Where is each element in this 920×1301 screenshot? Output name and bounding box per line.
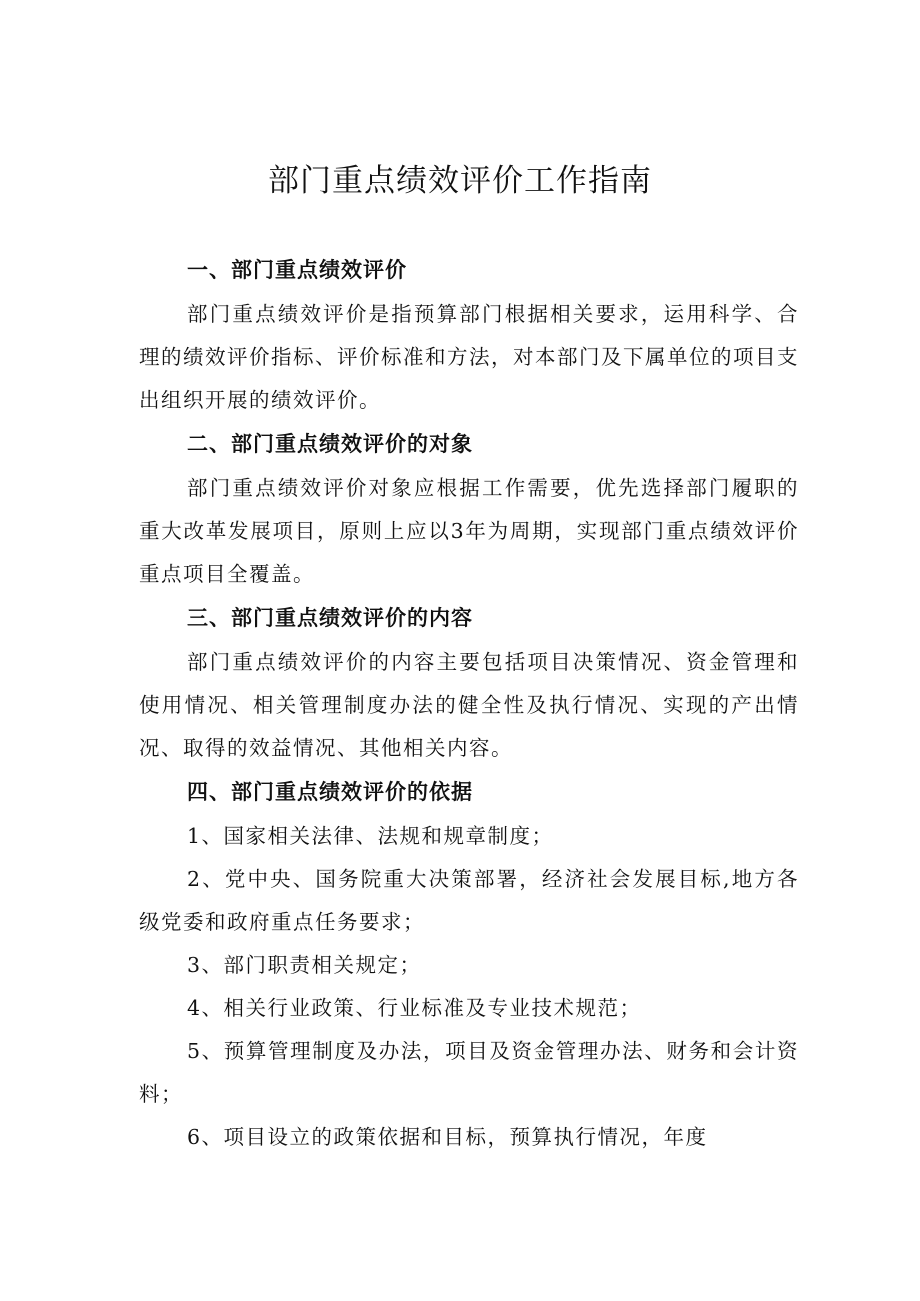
document-body — [139, 248, 799, 1159]
list-item: 1、国家相关法律、法规和规章制度； — [187, 824, 554, 848]
section-paragraph-3: 部门重点绩效评价的内容主要包括项目决策情况、资金管理和使用情况、相关管理制度办法的健全性及执行情况、实现的产出情况、取得的效益情况、其他相关内容。 — [139, 650, 799, 760]
list-item: 3、部门职责相关规定； — [187, 953, 422, 977]
section-heading-1: 一、部门重点绩效评价 — [187, 258, 407, 282]
section-heading-4: 四、部门重点绩效评价的依据 — [187, 780, 473, 804]
section-paragraph-2: 部门重点绩效评价对象应根据工作需要，优先选择部门履职的重大改革发展项目，原则上应以3年为周期，实现部门重点绩效评价重点项目全覆盖。 — [139, 476, 799, 586]
list-item: 6、项目设立的政策依据和目标，预算执行情况，年度 — [187, 1125, 708, 1149]
list-item: 2、党中央、国务院重大决策部署，经济社会发展目标,地方各级党委和政府重点任务要求； — [139, 867, 799, 934]
list-item: 5、预算管理制度及办法，项目及资金管理办法、财务和会计资料； — [139, 1039, 799, 1106]
document-title: 部门重点绩效评价工作指南 — [268, 163, 652, 199]
section-paragraph-1: 部门重点绩效评价是指预算部门根据相关要求，运用科学、合理的绩效评价指标、评价标准和方法，对本部门及下属单位的项目支出组织开展的绩效评价。 — [139, 302, 799, 412]
section-heading-3: 三、部门重点绩效评价的内容 — [187, 606, 473, 630]
section-heading-2: 二、部门重点绩效评价的对象 — [187, 432, 473, 456]
list-item: 4、相关行业政策、行业标准及专业技术规范； — [187, 996, 642, 1020]
